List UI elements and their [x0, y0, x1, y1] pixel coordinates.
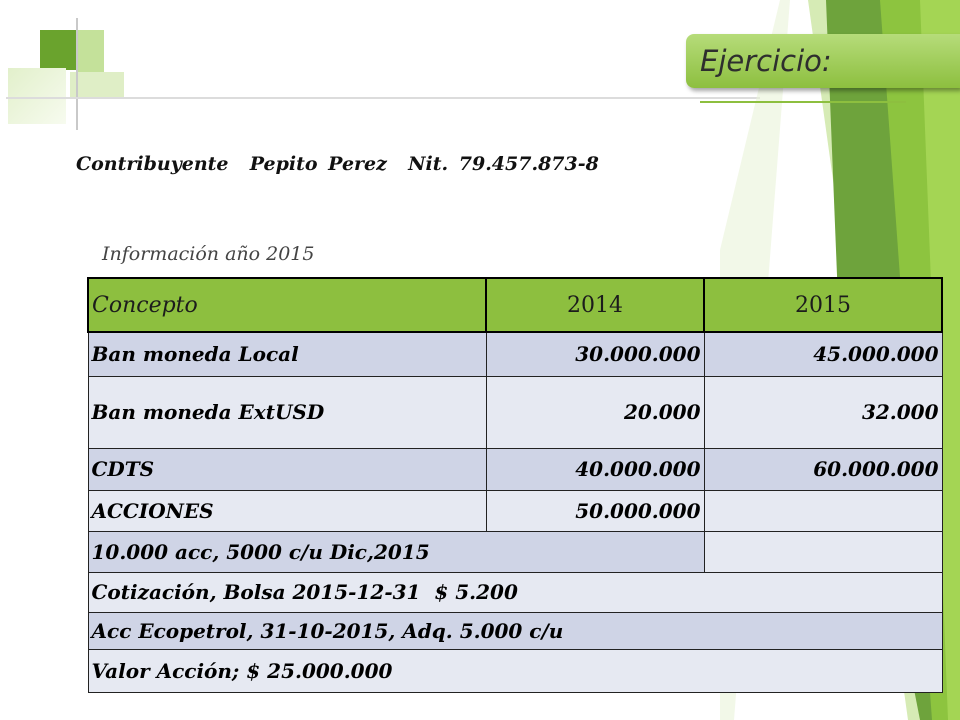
- decor-square-light: [8, 68, 66, 124]
- note-cell: 10.000 acc, 5000 c/u Dic,2015: [88, 531, 704, 572]
- decor-line-horizontal: [6, 97, 760, 99]
- cell-2015: 60.000.000: [704, 448, 942, 490]
- table-row: [88, 448, 942, 490]
- table-row: [88, 332, 942, 376]
- title-underline: [700, 101, 906, 103]
- note-cell: Valor Acción; $ 25.000.000: [88, 649, 942, 692]
- empty-cell: [704, 531, 942, 572]
- table-note-row: [88, 531, 942, 572]
- cell-2014: 20.000: [486, 376, 704, 448]
- cell-2015: 32.000: [704, 376, 942, 448]
- cell-2014: 50.000.000: [486, 490, 704, 531]
- header-concepto: Concepto: [88, 278, 486, 332]
- table-note-row: [88, 572, 942, 612]
- cell-concept: ACCIONES: [88, 490, 486, 531]
- taxpayer-line: Contribuyente Pepito Perez Nit. 79.457.873-8: [76, 153, 599, 175]
- cell-concept: Ban moneda ExtUSD: [88, 376, 486, 448]
- cell-2014: 40.000.000: [486, 448, 704, 490]
- cell-2014: 30.000.000: [486, 332, 704, 376]
- table-note-row: [88, 612, 942, 649]
- table-note-row: [88, 649, 942, 692]
- table-row: [88, 490, 942, 531]
- header-2015: 2015: [704, 278, 942, 332]
- info-label: Información año 2015: [102, 243, 315, 265]
- data-table: [87, 277, 943, 693]
- note-cell: Acc Ecopetrol, 31-10-2015, Adq. 5.000 c/u: [88, 612, 942, 649]
- table-row: [88, 376, 942, 448]
- cell-2015: [704, 490, 942, 531]
- table-header-row: [88, 278, 942, 332]
- page-title: Ejercicio:: [700, 44, 832, 78]
- cell-concept: Ban moneda Local: [88, 332, 486, 376]
- decor-square-dark: [40, 30, 80, 70]
- note-cell: Cotización, Bolsa 2015-12-31 $ 5.200: [88, 572, 942, 612]
- decor-line-vertical: [76, 18, 78, 130]
- cell-concept: CDTS: [88, 448, 486, 490]
- cell-2015: 45.000.000: [704, 332, 942, 376]
- decor-square-pale: [70, 72, 124, 98]
- header-2014: 2014: [486, 278, 704, 332]
